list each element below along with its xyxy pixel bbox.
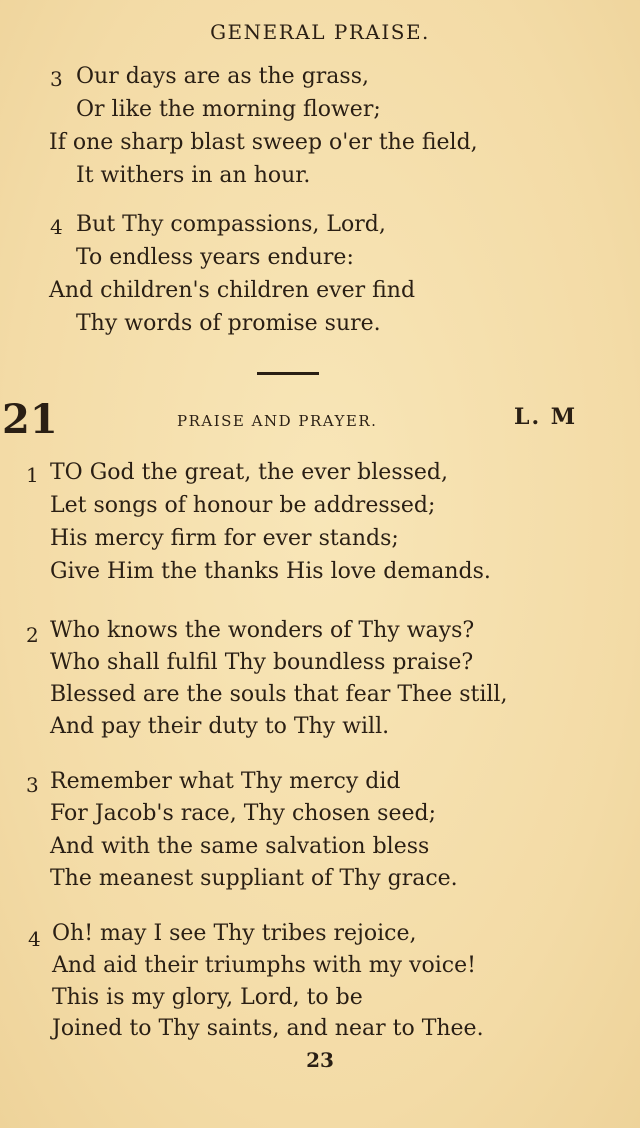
verse-line: This is my glory, Lord, to be [52, 985, 363, 1010]
verse-line: For Jacob's race, Thy chosen seed; [50, 801, 436, 826]
verse-line: His mercy firm for ever stands; [50, 526, 399, 551]
verse-line: But Thy compassions, Lord, [76, 212, 386, 237]
stanza-number: 3 [50, 67, 63, 91]
verse-line: If one sharp blast sweep o'er the field, [49, 130, 478, 155]
verse-line: Our days are as the grass, [76, 64, 369, 89]
verse-line: Who shall fulfil Thy boundless praise? [50, 650, 474, 675]
verse-line: Thy words of promise sure. [76, 311, 381, 336]
verse-line: Give Him the thanks His love demands. [50, 559, 491, 584]
verse-line: Who knows the wonders of Thy ways? [50, 618, 475, 643]
stanza-number: 4 [28, 927, 41, 951]
verse-line: It withers in an hour. [76, 163, 311, 188]
verse-line: Blessed are the souls that fear Thee still, [50, 682, 508, 707]
hymn-title: PRAISE AND PRAYER. [177, 412, 378, 430]
verse-line: And children's children ever find [49, 278, 416, 303]
running-head: GENERAL PRAISE. [210, 20, 430, 44]
verse-line: Joined to Thy saints, and near to Thee. [52, 1016, 484, 1041]
verse-line: To endless years endure: [76, 245, 354, 270]
verse-line: And pay their duty to Thy will. [50, 714, 390, 739]
stanza-number: 4 [50, 215, 63, 239]
verse-line: Let songs of honour be addressed; [50, 493, 436, 518]
page-number: 23 [306, 1048, 334, 1072]
hymn-number: 21 [2, 396, 58, 443]
stanza-number: 3 [26, 773, 39, 797]
verse-line: And aid their triumphs with my voice! [52, 953, 476, 978]
verse-line: And with the same salvation bless [50, 834, 430, 859]
verse-line: TO God the great, the ever blessed, [50, 460, 448, 485]
verse-line: Or like the morning flower; [76, 97, 381, 122]
section-divider [257, 372, 319, 375]
stanza-number: 1 [26, 463, 39, 487]
hymn-meter: L. M [514, 404, 578, 430]
stanza-number: 2 [26, 623, 39, 647]
verse-line: Oh! may I see Thy tribes rejoice, [52, 921, 417, 946]
verse-line: Remember what Thy mercy did [50, 769, 401, 794]
verse-line: The meanest suppliant of Thy grace. [50, 866, 458, 891]
